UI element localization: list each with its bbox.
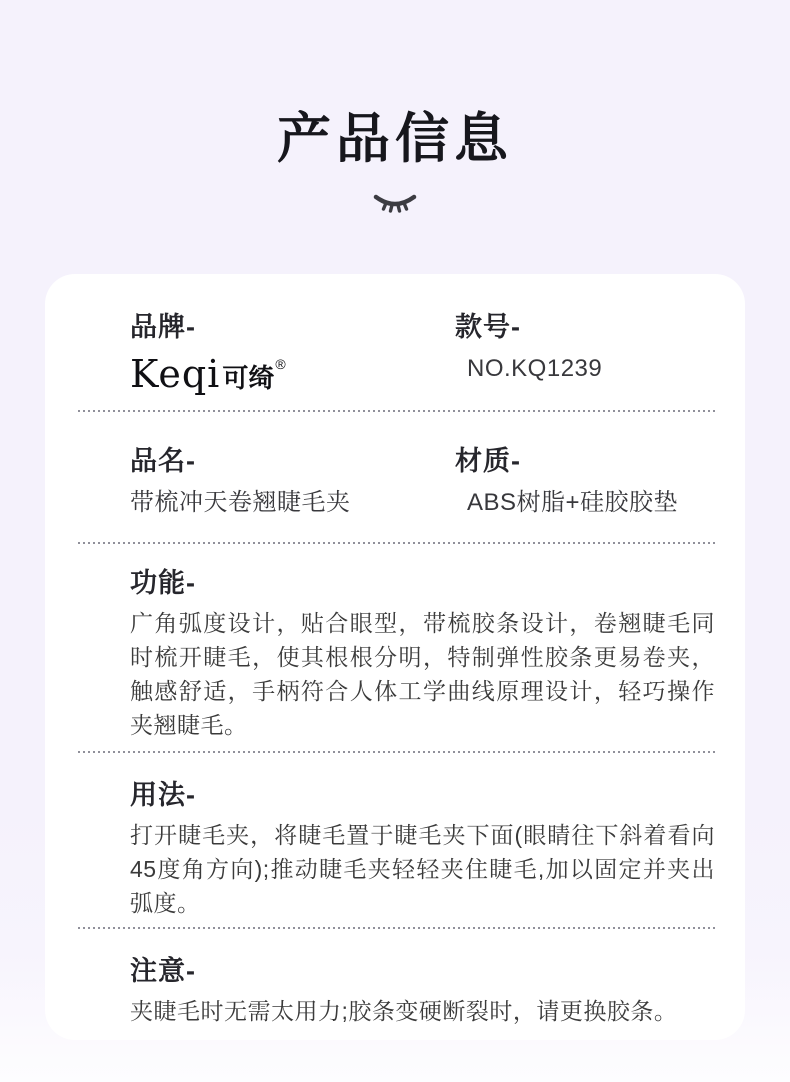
notice-section bbox=[130, 956, 715, 1028]
dotted-divider bbox=[78, 751, 715, 753]
product-name-value: 带梳冲天卷翘睫毛夹 bbox=[130, 489, 351, 516]
dotted-divider bbox=[78, 410, 715, 412]
brand-logo bbox=[130, 352, 455, 396]
brand-block bbox=[130, 312, 455, 396]
usage-label: 用法- bbox=[130, 780, 196, 810]
product-name-block bbox=[130, 446, 455, 518]
brand-logo-latin: Keqi bbox=[130, 352, 221, 396]
brand-label: 品牌- bbox=[130, 312, 196, 342]
model-block bbox=[455, 312, 715, 396]
brand-logo-cjk: 可绮 bbox=[222, 363, 275, 393]
brand-model-row bbox=[130, 312, 715, 396]
notice-label: 注意- bbox=[130, 956, 196, 986]
usage-text: 打开睫毛夹，将睫毛置于睫毛夹下面(眼睛往下斜着看向45度角方向);推动睫毛夹轻轻夹住睫毛,加以固定并夹出弧度。 bbox=[130, 822, 715, 916]
dotted-divider bbox=[78, 927, 715, 929]
product-name-label: 品名- bbox=[130, 446, 196, 476]
eyelash-icon bbox=[373, 192, 417, 214]
dotted-divider bbox=[78, 542, 715, 544]
page-title: 产品信息 bbox=[277, 109, 513, 169]
model-value: NO.KQ1239 bbox=[467, 355, 603, 382]
registered-trademark-icon: ® bbox=[275, 356, 286, 372]
function-section bbox=[130, 568, 715, 742]
material-block bbox=[455, 446, 715, 518]
usage-section bbox=[130, 780, 715, 920]
model-label: 款号- bbox=[455, 312, 521, 342]
material-label: 材质- bbox=[455, 446, 521, 476]
title-ornament bbox=[0, 192, 790, 214]
function-label: 功能- bbox=[130, 568, 196, 598]
material-value: ABS树脂+硅胶胶垫 bbox=[467, 489, 679, 516]
function-text: 广角弧度设计，贴合眼型，带梳胶条设计，卷翘睫毛同时梳开睫毛，使其根根分明，特制弹性胶条更易卷夹，触感舒适，手柄符合人体工学曲线原理设计，轻巧操作夹翘睫毛。 bbox=[130, 610, 715, 738]
notice-text: 夹睫毛时无需太用力;胶条变硬断裂时，请更换胶条。 bbox=[130, 998, 678, 1024]
product-info-card bbox=[45, 274, 745, 1040]
name-material-row bbox=[130, 446, 715, 518]
